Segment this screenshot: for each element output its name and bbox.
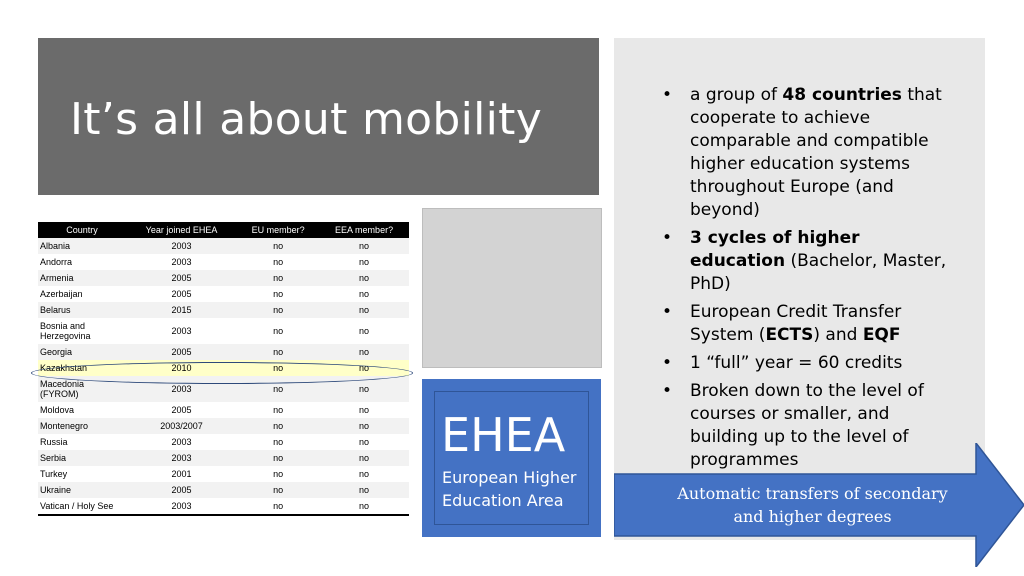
table-header-row (38, 222, 409, 238)
table-cell: no (319, 286, 409, 302)
table-row (38, 302, 409, 318)
table-cell: no (319, 376, 409, 402)
table-row (38, 270, 409, 286)
bullet-dot-icon: • (662, 228, 673, 248)
table-cell: 2003/2007 (126, 418, 237, 434)
table-cell: 2003 (126, 498, 237, 515)
table-row (38, 498, 409, 515)
bullet-dot-icon: • (662, 85, 673, 105)
table-cell: 2005 (126, 482, 237, 498)
bullet-bold-text: ECTS (765, 325, 814, 345)
table-cell: Bosnia and Herzegovina (38, 318, 126, 344)
table-row (38, 376, 409, 402)
bullet-text: 1 “full” year = 60 credits (690, 353, 903, 373)
table-row (38, 418, 409, 434)
table-cell: no (237, 482, 319, 498)
table-cell: Serbia (38, 450, 126, 466)
table-cell: no (237, 466, 319, 482)
table-cell: Moldova (38, 402, 126, 418)
table-cell: no (319, 434, 409, 450)
table-cell: Turkey (38, 466, 126, 482)
table-cell: 2010 (126, 360, 237, 376)
table-cell: 2003 (126, 254, 237, 270)
bullet-item (660, 84, 960, 222)
bullet-bold-text: EQF (862, 325, 901, 345)
table-cell: 2003 (126, 376, 237, 402)
bullet-dot-icon: • (662, 353, 673, 373)
table-cell: Russia (38, 434, 126, 450)
table-row (38, 402, 409, 418)
table-row (38, 360, 409, 376)
bullet-item (660, 301, 960, 347)
table-cell: no (237, 344, 319, 360)
table-row (38, 344, 409, 360)
table-cell: no (237, 270, 319, 286)
bullet-text: (Bachelor, Master, PhD) (690, 251, 947, 294)
ehea-countries-table (38, 222, 409, 516)
table-cell: no (319, 344, 409, 360)
table-cell: 2003 (126, 318, 237, 344)
table-cell: no (237, 402, 319, 418)
bullet-list (660, 84, 960, 477)
title-box (38, 38, 599, 195)
table-cell: Albania (38, 238, 126, 254)
table-cell: Vatican / Holy See (38, 498, 126, 515)
table-cell: no (319, 318, 409, 344)
bullet-text: a group of (690, 85, 783, 105)
slide-title: It’s all about mobility (70, 94, 543, 145)
table-cell: no (319, 418, 409, 434)
table-cell: no (237, 254, 319, 270)
table-cell: no (319, 466, 409, 482)
table-cell: no (319, 482, 409, 498)
table-cell: 2005 (126, 402, 237, 418)
table-cell: 2005 (126, 270, 237, 286)
table-cell: no (319, 498, 409, 515)
table-cell: no (237, 418, 319, 434)
table-cell: Kazakhstan (38, 360, 126, 376)
table-cell: no (319, 270, 409, 286)
table-row (38, 466, 409, 482)
table-cell: Ukraine (38, 482, 126, 498)
table-cell: no (319, 254, 409, 270)
table-cell: no (237, 376, 319, 402)
table-cell: no (237, 286, 319, 302)
bullet-text: that cooperate to achieve comparable and compatible higher education systems throughout Europe (and beyond) (690, 85, 942, 220)
table-cell: 2005 (126, 286, 237, 302)
table-cell: 2003 (126, 450, 237, 466)
table-cell: no (237, 360, 319, 376)
arrow-text: Automatic transfers of secondary and higher degrees (677, 484, 948, 526)
table-row (38, 238, 409, 254)
bullet-text: Broken down to the level of courses or smaller, and building up to the level of programmes (690, 381, 924, 470)
bullet-text: European Credit Transfer System ( (690, 302, 902, 345)
table-cell: Belarus (38, 302, 126, 318)
bullet-dot-icon: • (662, 302, 673, 322)
table-cell: Andorra (38, 254, 126, 270)
table-row (38, 482, 409, 498)
table-cell: no (319, 402, 409, 418)
table-cell: no (319, 360, 409, 376)
table-cell: Azerbaijan (38, 286, 126, 302)
table-cell: no (237, 450, 319, 466)
bullet-item (660, 227, 960, 296)
column-header: Country (38, 222, 126, 238)
column-header: Year joined EHEA (126, 222, 237, 238)
table-cell: no (237, 302, 319, 318)
table-cell: Macedonia (FYROM) (38, 376, 126, 402)
table-cell: 2003 (126, 238, 237, 254)
table-row (38, 318, 409, 344)
table-row (38, 286, 409, 302)
gray-square (422, 208, 602, 368)
table-row (38, 450, 409, 466)
table-cell: Armenia (38, 270, 126, 286)
table-row (38, 434, 409, 450)
bullet-bold-text: 48 countries (782, 85, 902, 105)
column-header: EU member? (237, 222, 319, 238)
table-cell: no (319, 450, 409, 466)
bullet-dot-icon: • (662, 381, 673, 401)
table-cell: no (237, 238, 319, 254)
table-cell: no (319, 302, 409, 318)
table-cell: no (319, 238, 409, 254)
table-cell: Georgia (38, 344, 126, 360)
table-cell: 2005 (126, 344, 237, 360)
bullet-item (660, 352, 960, 375)
table-cell: Montenegro (38, 418, 126, 434)
table-cell: 2015 (126, 302, 237, 318)
table-cell: 2001 (126, 466, 237, 482)
bullet-text: ) and (813, 325, 863, 345)
table-cell: no (237, 318, 319, 344)
table-cell: 2003 (126, 434, 237, 450)
ehea-abbreviation: EHEA (441, 408, 566, 462)
table-cell: no (237, 498, 319, 515)
table-cell: no (237, 434, 319, 450)
table-row (38, 254, 409, 270)
bullet-bold-text: 3 cycles of higher education (690, 228, 860, 271)
ehea-full-name: European Higher Education Area (442, 468, 577, 510)
column-header: EEA member? (319, 222, 409, 238)
